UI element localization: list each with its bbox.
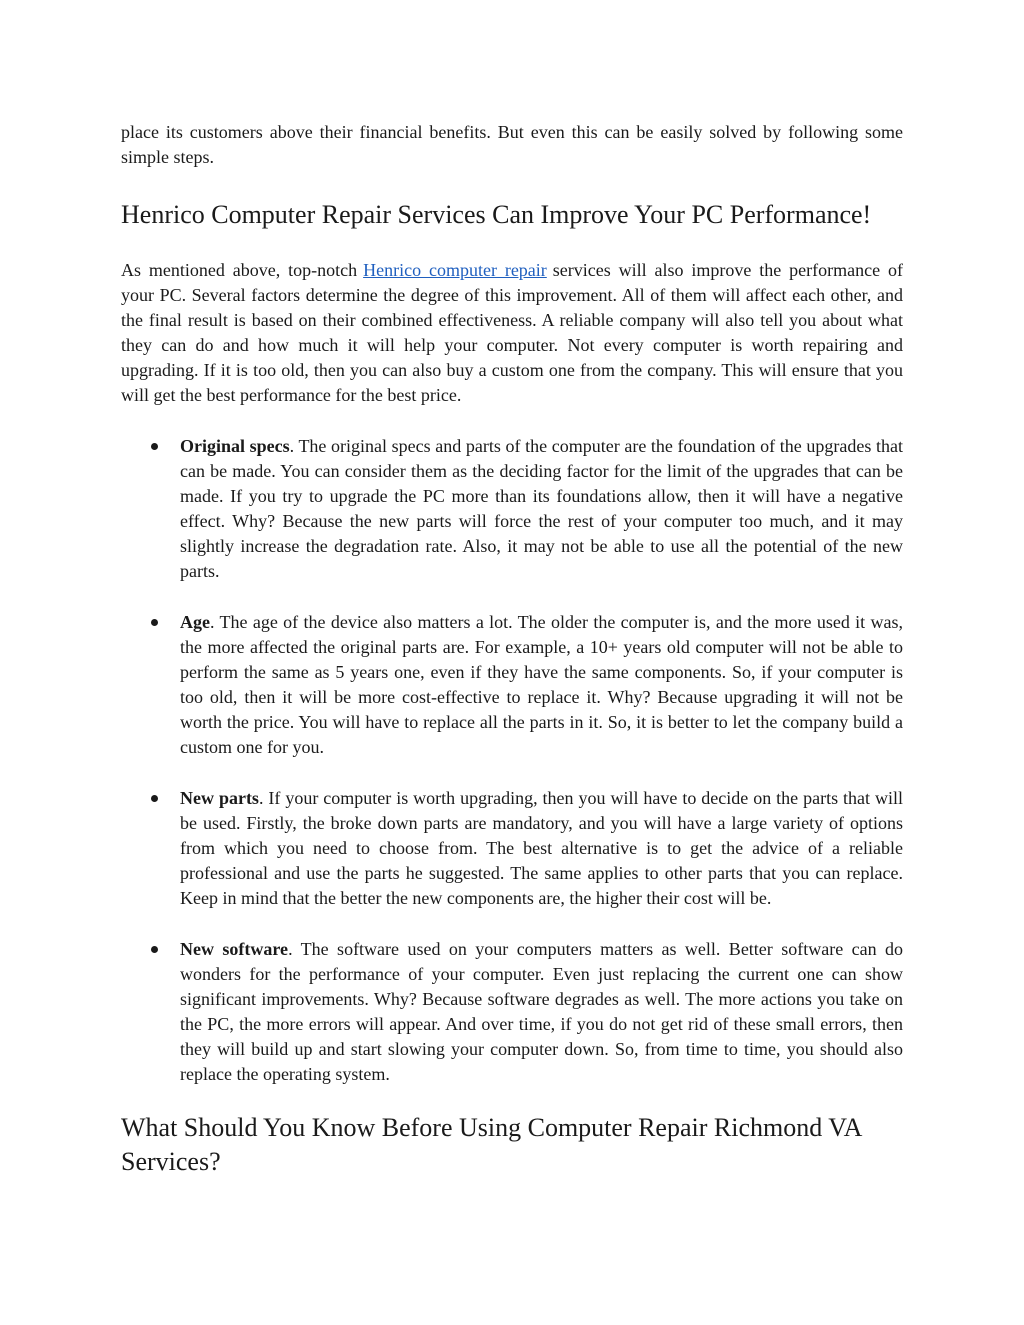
section-heading-performance: Henrico Computer Repair Services Can Improve Your PC Performance! [121, 200, 872, 229]
list-item-term: New parts [180, 788, 259, 808]
bullet-icon [151, 946, 158, 953]
paragraph-text-before-link: As mentioned above, top-notch [121, 260, 358, 280]
list-item-body: . The age of the device also matters a lot. The older the computer is, and the more used it was, the more affected the original parts are. For example, a 10+ years old computer will not be able to perform the same as 5 years one, even if they have the same components. So, if your computer is too old, then it will be more cost-effective to replace it. Why? Because upgrading it will not be worth the price. You will have to replace all the parts in it. So, it is better to let the company build a custom one for you. [180, 612, 903, 757]
list-item-new-parts [121, 786, 903, 911]
section-heading-before-using: What Should You Know Before Using Computer Repair Richmond VA Services? [121, 1113, 862, 1176]
list-item-text [180, 786, 903, 911]
list-item-text [180, 937, 903, 1087]
intro-paragraph: place its customers above their financial benefits. But even this can be easily solved by following some simple steps. [121, 122, 903, 167]
list-item-term: Original specs [180, 436, 290, 456]
list-item-body: . The original specs and parts of the computer are the foundation of the upgrades that can be made. You can consider them as the deciding factor for the limit of the upgrades that can be made. If you try to upgrade the PC more than its foundations allow, then it will have a negative effect. Why? Because the new parts will force the rest of your computer too much, and it may slightly increase the degradation rate. Also, it may not be able to use all the potential of the new parts. [180, 436, 903, 581]
list-item-new-software [121, 937, 903, 1087]
list-item-term: Age [180, 612, 210, 632]
list-item-body: . If your computer is worth upgrading, then you will have to decide on the parts that will be used. Firstly, the broke down parts are mandatory, and you will have a large variety of options from which you need to choose from. The best alternative is to get the advice of a reliable professional and use the parts he suggested. The same applies to other parts that you can replace. Keep in mind that the better the new components are, the higher their cost will be. [180, 788, 903, 908]
list-item-original-specs [121, 434, 903, 584]
paragraph-text-after-link: services will also improve the performance of your PC. Several factors determine the degree of this improvement. All of them will affect each other, and the final result is based on their combined effectiveness. A reliable company will also tell you about what they can do and how much it will help your computer. Not every computer is worth repairing and upgrading. If it is too old, then you can also buy a custom one from the company. This will ensure that you will get the best performance for the best price. [121, 260, 903, 405]
list-item-body: . The software used on your computers matters as well. Better software can do wonders for the performance of your computer. Even just replacing the current one can show significant improvements. Why? Because software degrades as well. The more actions you take on the PC, the more errors will appear. And over time, if you do not get rid of these small errors, then they will build up and start slowing your computer down. So, from time to time, you should also replace the operating system. [180, 939, 903, 1084]
bullet-icon [151, 795, 158, 802]
list-item-text [180, 610, 903, 760]
bullet-icon [151, 443, 158, 450]
list-item-text [180, 434, 903, 584]
performance-paragraph [121, 258, 903, 408]
document-page [121, 118, 903, 1179]
list-item-term: New software [180, 939, 289, 959]
bullet-icon [151, 619, 158, 626]
factors-list [121, 434, 903, 1087]
list-item-age [121, 610, 903, 760]
henrico-computer-repair-link[interactable]: Henrico computer repair [363, 260, 547, 280]
